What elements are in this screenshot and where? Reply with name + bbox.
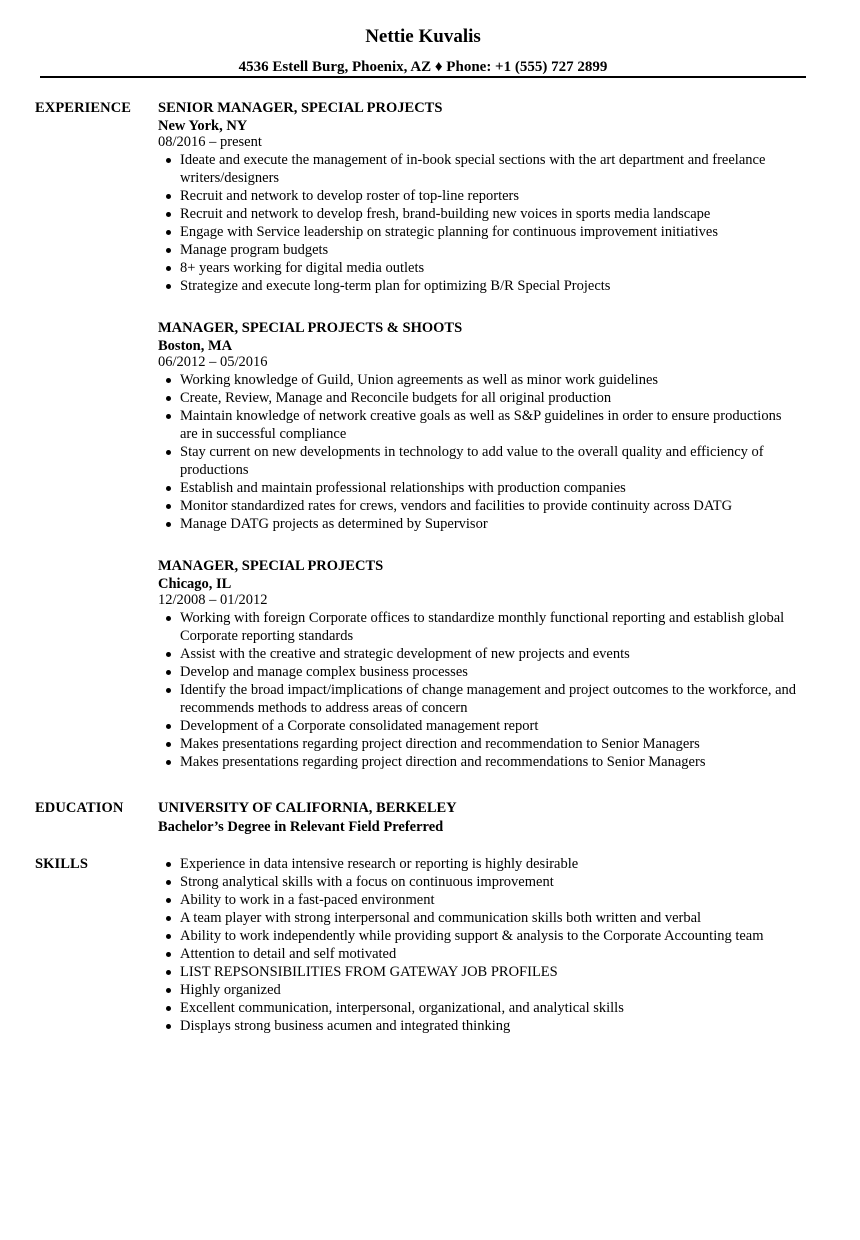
bullet-item [158, 645, 818, 663]
skill-text: Displays strong business acumen and integrated thinking [180, 1018, 511, 1034]
skills-body [158, 855, 818, 1035]
bullet-icon [166, 1024, 171, 1029]
bullet-text: Makes presentations regarding project direction and recommendations to Senior Managers [180, 754, 706, 770]
bullet-item [158, 187, 818, 205]
bullet-icon [166, 742, 171, 747]
bullet-icon [166, 970, 171, 975]
skill-item [158, 945, 818, 963]
bullet-item [158, 663, 818, 681]
job-dates: 06/2012 – 05/2016 [158, 354, 268, 370]
bullet-item [158, 389, 818, 407]
skill-text: Highly organized [180, 982, 281, 998]
skill-text: Excellent communication, interpersonal, organizational, and analytical skills [180, 1000, 624, 1016]
bullet-item [158, 407, 800, 443]
education-body [158, 799, 818, 837]
bullet-text: Create, Review, Manage and Reconcile budgets for all original production [180, 390, 612, 406]
bullet-item [158, 277, 818, 295]
bullet-icon [166, 934, 171, 939]
bullet-icon [166, 916, 171, 921]
skill-item [158, 1017, 818, 1035]
bullet-icon [166, 158, 171, 163]
job-location: Boston, MA [158, 338, 233, 354]
section-label-skills: SKILLS [35, 856, 88, 872]
bullet-item [158, 609, 830, 645]
bullet-icon [166, 862, 171, 867]
skill-item [158, 981, 818, 999]
bullet-icon [166, 616, 171, 621]
bullet-text: Recruit and network to develop roster of top-line reporters [180, 188, 520, 204]
bullet-icon [166, 724, 171, 729]
bullet-text: Stay current on new developments in technology to add value to the overall quality and efficiency of productions [180, 444, 764, 478]
skill-item [158, 891, 818, 909]
bullet-text: Manage program budgets [180, 242, 329, 258]
bullet-icon [166, 396, 171, 401]
job-location: Chicago, IL [158, 576, 232, 592]
job-dates: 08/2016 – present [158, 134, 262, 150]
skills-list [158, 855, 818, 1035]
experience-body [158, 99, 818, 788]
bullet-icon [166, 248, 171, 253]
skill-item [158, 999, 818, 1017]
bullet-icon [166, 688, 171, 693]
bullet-text: Maintain knowledge of network creative goals as well as S&P guidelines in order to ensure productions are in successful compliance [180, 408, 782, 442]
bullet-text: Recruit and network to develop fresh, brand-building new voices in sports media landscape [180, 206, 711, 222]
skill-text: Attention to detail and self motivated [180, 946, 397, 962]
bullet-icon [166, 760, 171, 765]
skill-item [158, 855, 818, 873]
job-bullets [158, 151, 818, 295]
job-location: New York, NY [158, 118, 248, 134]
bullet-item [158, 259, 818, 277]
bullet-icon [166, 194, 171, 199]
bullet-icon [166, 284, 171, 289]
bullet-item [158, 241, 818, 259]
bullet-item [158, 443, 800, 479]
bullet-icon [166, 1006, 171, 1011]
bullet-icon [166, 952, 171, 957]
skill-text: A team player with strong interpersonal and communication skills both written and verbal [180, 910, 702, 926]
job-entry [158, 319, 818, 533]
header-divider [40, 76, 806, 78]
bullet-text: Develop and manage complex business processes [180, 664, 468, 680]
skill-item [158, 909, 818, 927]
skill-item [158, 873, 818, 891]
skill-text: LIST REPSONSIBILITIES FROM GATEWAY JOB PROFILES [180, 964, 558, 980]
bullet-item [158, 223, 818, 241]
job-dates: 12/2008 – 01/2012 [158, 592, 268, 608]
bullet-text: Ideate and execute the management of in-book special sections with the art department and freelance writers/designers [180, 152, 766, 186]
skill-item [158, 963, 818, 981]
skill-text: Experience in data intensive research or reporting is highly desirable [180, 856, 579, 872]
bullet-icon [166, 230, 171, 235]
bullet-text: 8+ years working for digital media outlets [180, 260, 425, 276]
bullet-icon [166, 898, 171, 903]
bullet-item [158, 753, 818, 771]
bullet-item [158, 205, 818, 223]
bullet-icon [166, 414, 171, 419]
job-title: MANAGER, SPECIAL PROJECTS & SHOOTS [158, 320, 463, 336]
job-title: SENIOR MANAGER, SPECIAL PROJECTS [158, 100, 443, 116]
bullet-icon [166, 988, 171, 993]
bullet-text: Establish and maintain professional relationships with production companies [180, 480, 626, 496]
job-entry [158, 557, 818, 771]
contact-line: 4536 Estell Burg, Phoenix, AZ ♦ Phone: +1 (555) 727 2899 [238, 59, 608, 75]
job-title: MANAGER, SPECIAL PROJECTS [158, 558, 384, 574]
bullet-text: Assist with the creative and strategic development of new projects and events [180, 646, 630, 662]
skill-text: Ability to work in a fast-paced environment [180, 892, 435, 908]
bullet-text: Identify the broad impact/implications of change management and project outcomes to the workforce, and recommends methods to address areas of concern [180, 682, 797, 716]
bullet-text: Monitor standardized rates for crews, vendors and facilities to provide continuity across DATG [180, 498, 733, 514]
bullet-item [158, 371, 818, 389]
bullet-text: Manage DATG projects as determined by Supervisor [180, 516, 488, 532]
section-label-experience: EXPERIENCE [35, 100, 132, 116]
job-entry [158, 99, 818, 295]
bullet-item [158, 681, 820, 717]
bullet-text: Makes presentations regarding project direction and recommendation to Senior Managers [180, 736, 700, 752]
bullet-item [158, 479, 818, 497]
bullet-item [158, 151, 810, 187]
bullet-icon [166, 378, 171, 383]
bullet-item [158, 515, 818, 533]
section-label-education: EDUCATION [35, 800, 124, 816]
bullet-item [158, 735, 818, 753]
bullet-icon [166, 652, 171, 657]
bullet-icon [166, 670, 171, 675]
skill-item [158, 927, 818, 945]
bullet-text: Strategize and execute long-term plan for optimizing B/R Special Projects [180, 278, 611, 294]
bullet-icon [166, 504, 171, 509]
bullet-item [158, 717, 818, 735]
job-bullets [158, 609, 818, 771]
bullet-item [158, 497, 818, 515]
bullet-icon [166, 486, 171, 491]
bullet-icon [166, 450, 171, 455]
bullet-icon [166, 522, 171, 527]
bullet-text: Working with foreign Corporate offices to standardize monthly functional reporting and establish global Corporate reporting standards [180, 610, 785, 644]
bullet-text: Engage with Service leadership on strategic planning for continuous improvement initiatives [180, 224, 718, 240]
bullet-text: Working knowledge of Guild, Union agreements as well as minor work guidelines [180, 372, 659, 388]
skill-text: Ability to work independently while providing support & analysis to the Corporate Accounting team [180, 928, 764, 944]
education-degree: Bachelor’s Degree in Relevant Field Preferred [158, 819, 444, 835]
skill-text: Strong analytical skills with a focus on continuous improvement [180, 874, 554, 890]
bullet-icon [166, 880, 171, 885]
job-bullets [158, 371, 818, 533]
bullet-icon [166, 212, 171, 217]
bullet-text: Development of a Corporate consolidated management report [180, 718, 539, 734]
education-school: UNIVERSITY OF CALIFORNIA, BERKELEY [158, 800, 457, 816]
bullet-icon [166, 266, 171, 271]
candidate-name: Nettie Kuvalis [365, 26, 481, 47]
